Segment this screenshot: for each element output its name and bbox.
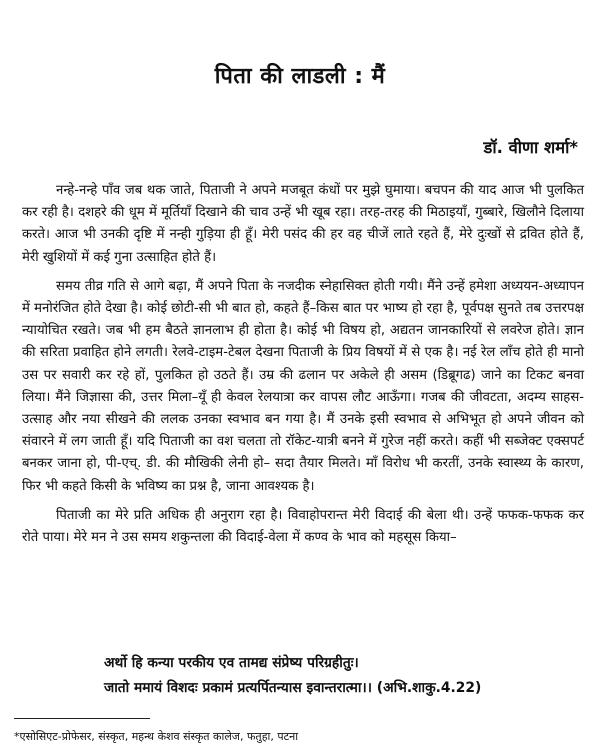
verse-line: अर्थो हि कन्या परकीय एव तामद्य संप्रेष्य परिग्रहीतुः। — [104, 655, 359, 671]
paragraph: समय तीव्र गति से आगे बढ़ा, मैं अपने पिता के नजदीक स्नेहासिक्त होती गयी। मैंने उन्हें हमेशा अध्ययन-अध्यापन में मनोरंजित होते देखा है। कोई छोटी-सी भी बात हो, कहते हैं–किस बात पर भाष्य हो रहा है, पूर्वपक्ष सुनते तब उत्तरपक्ष न्यायोचित रखते। जब भी हम बैठते ज्ञानलाभ ही होता है। कोई भी विषय हो, अद्यतन जानकारियों से लवरेज होते। ज्ञान की सरिता प्रवाहित होने लगती। रेलवे-टाइम-टेबल देखना पिताजी के प्रिय विषयों में से एक है। नई रेल लाँच होते ही मानो उस पर सवारी कर रहे हों, पुलकित हो उठते हैं। उम्र की ढलान पर अकेले ही असम (डिब्रूगढ) जाने का टिकट बनवा लिया। मैंने जिज्ञासा की, उत्तर मिला–यूँ ही केवल रेलयात्रा कर वापस लौट आऊँगा। गजब की जीवटता, अदम्य साहस-उत्साह और नया सीखने की ललक उनका स्वभाव बन गया है। मैं उनके इसी स्वभाव से अभिभूत हो अपने जीवन को संवारने में लग जाती हूँ। यदि पिताजी का वश चलता तो रॉकेट-यात्री बनने में गुरेज नहीं करते। कहीं भी सब्जेक्ट एक्सपर्ट बनकर जाना हो, पी-एच्. डी. की मौखिकी लेनी हो– सदा तैयार मिलते। माँ विरोध भी करतीं, उनके स्वास्थ्य के कारण, फिर भी कहते किसी के भविष्य का प्रश्न है, जाना आवश्यक है। — [22, 278, 584, 494]
author-name: डॉ. वीणा शर्मा* — [483, 138, 578, 157]
footnote-divider — [14, 718, 150, 719]
footnote: *एसोसिएट-प्रोफेसर, संस्कृत, महन्थ केशव संस्कृत कालेज, फतुहा, पटना — [14, 730, 299, 743]
verse-line: जातो ममायं विशदः प्रकामं प्रत्यर्पितन्यास इवान्तरात्मा।। (अभि.शाकु.4.22) — [104, 680, 482, 696]
paragraph: नन्हे-नन्हे पाँव जब थक जाते, पिताजी ने अपने मजबूत कंधों पर मुझे घुमाया। बचपन की याद आज भी पुलकित कर रही है। दशहरे की धूम में मूर्तियाँ दिखाने की चाव उन्हें भी खूब रहा। तरह-तरह की मिठाइयाँ, गुब्बारे, खिलौने दिलाया करते। आज भी उनकी दृष्टि में नन्ही गुड़िया ही हूँ। मेरी पसंद की हर वह चीजें लाते रहते हैं, मेरे दुःखों से द्रवित होते हैं, मेरी खुशियों में कई गुना उत्साहित होते हैं। — [22, 183, 584, 265]
body-text — [22, 180, 584, 556]
page-title: पिता की लाडली : मैं — [214, 64, 386, 89]
paragraph: पिताजी का मेरे प्रति अधिक ही अनुराग रहा है। विवाहोपरान्त मेरी विदाई की बेला थी। उन्हें फफक-फफक कर रोते पाया। मेरे मन ने उस समय शकुन्तला की विदाई-वेला में कण्व के भाव को महसूस किया– — [22, 507, 584, 546]
verse-quote — [104, 651, 584, 701]
